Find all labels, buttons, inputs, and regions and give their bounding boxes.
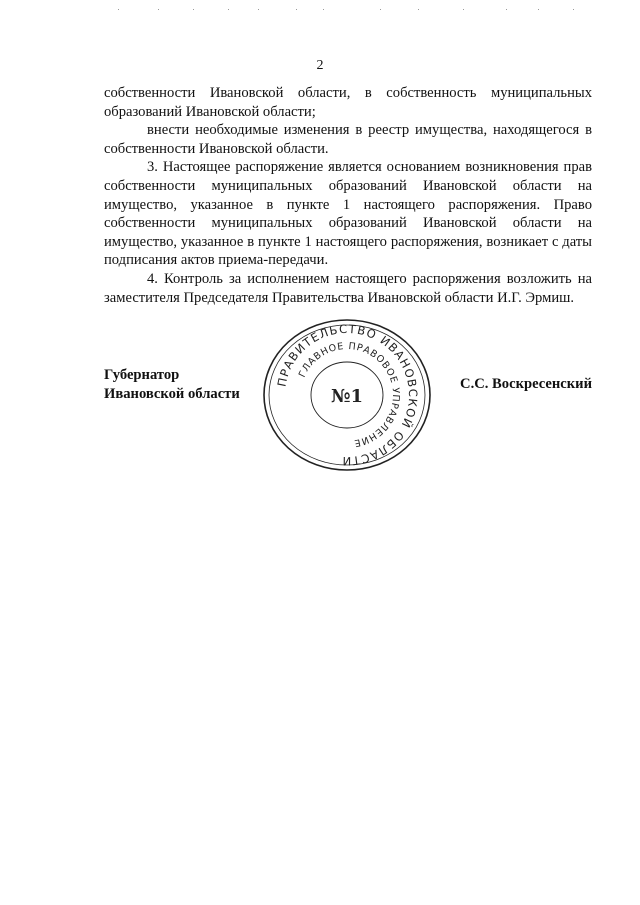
paragraph-4: 4. Контроль за исполнением настоящего распоряжения возложить на заместителя Председателя Правительства Ивановской области И.Г. Эрмиш.	[104, 270, 592, 306]
signatory-title-line1: Губернатор	[104, 367, 180, 383]
signatory-title-line2: Ивановской области	[104, 385, 240, 402]
seal-inner-text: ГЛАВНОЕ ПРАВОВОЕ УПРАВЛЕНИЕ	[296, 340, 402, 449]
page-number: 2	[316, 58, 324, 73]
paragraph-continuation: собственности Ивановской области, в собственность муниципальных образований Ивановской области;	[104, 85, 592, 120]
document-body	[104, 84, 592, 307]
signatory-title	[104, 366, 240, 403]
paragraph-registry-changes: внести необходимые изменения в реестр имущества, находящегося в собственности Ивановской области.	[104, 122, 592, 157]
seal-center-number: №1	[330, 386, 364, 407]
official-seal-stamp	[258, 316, 436, 474]
signatory-name: С.С. Воскресенский	[460, 376, 592, 392]
scan-header-specks	[118, 8, 578, 12]
seal-outer-text: ПРАВИТЕЛЬСТВО ИВАНОВСКОЙ ОБЛАСТИ	[274, 321, 421, 469]
paragraph-3: 3. Настоящее распоряжение является основанием возникновения прав собственности муниципальных образований Ивановской области на имущество, указанное в пункте 1 настоящего распоряжения. Право собственности муниципальных образований Ивановской области на имущество, указанное в пункте 1 настоящего распоряжения, возникает с даты подписания актов приема-передачи.	[104, 159, 592, 269]
